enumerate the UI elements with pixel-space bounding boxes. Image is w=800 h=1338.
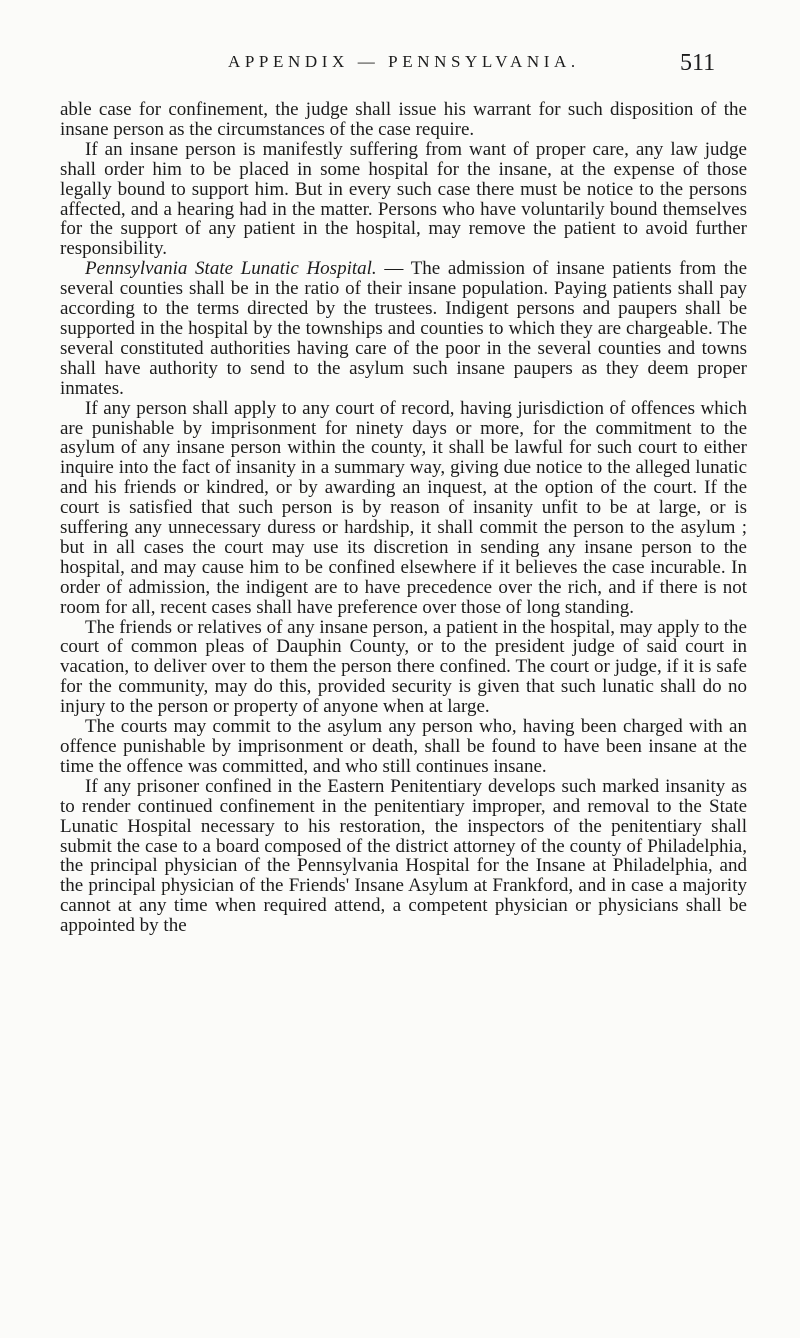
- page-number: 511: [680, 50, 716, 76]
- paragraph: [60, 618, 747, 718]
- paragraph-text: If any prisoner confined in the Eastern Penitentiary develops such marked insanity as to render continued confinement in the penitentiary improper, and removal to the State Lunatic Hospital necessary to his restoration, the inspectors of the penitentiary shall submit the case to a board composed of the district attorney of the county of Philadelphia, the principal physician of the Pennsylvania Hospital for the Insane at Philadelphia, and the principal physician of the Friends' Insane Asylum at Frankford, and in case a majority cannot at any time when required attend, a competent physician or physicians shall be appointed by the: [60, 775, 747, 937]
- paragraph-text: able case for confinement, the judge shall issue his warrant for such disposition of the insane person as the circumstances of the case require.: [60, 99, 747, 140]
- body-text: [60, 100, 747, 936]
- paragraph-text: — The admission of insane patients from the several counties shall be in the ratio of their insane population. Paying patients shall pay according to the terms directed by the trustees. Indigent persons and paupers shall be supported in the hospital by the townships and counties to which they are chargeable. The several constituted authorities having care of the poor in the several counties and towns shall have authority to send to the asylum such insane paupers as they deem proper inmates.: [60, 258, 747, 399]
- paragraph-with-heading: [60, 259, 747, 398]
- paragraph: [60, 777, 747, 936]
- paragraph: [60, 399, 747, 618]
- paragraph-text: The courts may commit to the asylum any person who, having been charged with an offence punishable by imprisonment or death, shall be found to have been insane at the time the offence was committed, and who still continues insane.: [60, 716, 747, 777]
- running-header: [0, 50, 800, 80]
- running-title: APPENDIX — PENNSYLVANIA.: [228, 52, 580, 71]
- paragraph-text: If an insane person is manifestly suffering from want of proper care, any law judge shall order him to be placed in some hospital for the insane, at the expense of those legally bound to support him. But in every such case there must be notice to the persons affected, and a hearing had in the matter. Persons who have voluntarily bound themselves for the support of any patient in the hospital, may remove the patient to avoid further responsibility.: [60, 138, 747, 260]
- paragraph: [60, 717, 747, 777]
- paragraph: [60, 140, 747, 259]
- paragraph-continuation: [60, 100, 747, 140]
- section-heading: Pennsylvania State Lunatic Hospital.: [85, 258, 377, 280]
- paragraph-text: If any person shall apply to any court of record, having jurisdiction of offences which are punishable by imprisonment for ninety days or more, for the commitment to the asylum of any insane person within the county, it shall be lawful for such court to either inquire into the fact of insanity in a summary way, giving due notice to the alleged lunatic and his friends or kindred, or by awarding an inquest, at the option of the court. If the court is satisfied that such person is by reason of insanity unfit to be at large, or is suffering any unnecessary duress or hardship, it shall commit the person to the asylum ; but in all cases the court may use its discretion in sending any insane person to the hospital, and may cause him to be confined elsewhere if it believes the case incurable. In order of admission, the indigent are to have precedence over the rich, and if there is not room for all, recent cases shall have preference over those of long standing.: [60, 397, 747, 618]
- paragraph-text: The friends or relatives of any insane person, a patient in the hospital, may apply to the court of common pleas of Dauphin County, or to the president judge of said court in vacation, to deliver over to them the person there confined. The court or judge, if it is safe for the community, may do this, provided security is given that such lunatic shall do no injury to the person or property of anyone when at large.: [60, 616, 747, 718]
